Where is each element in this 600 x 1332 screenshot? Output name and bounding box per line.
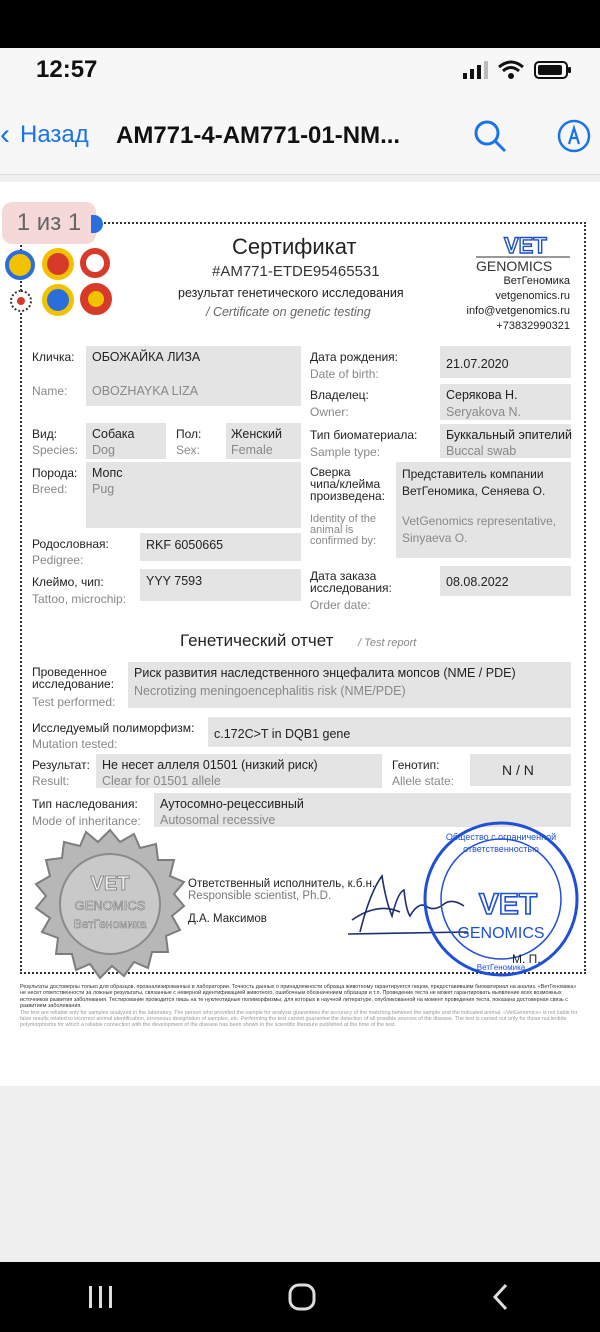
name-value-ru: ОБОЖАЙКА ЛИЗА <box>92 350 201 364</box>
svg-text:GENOMICS: GENOMICS <box>457 925 545 942</box>
species-value-en: Dog <box>92 443 115 457</box>
company-phone: +73832990321 <box>496 320 570 332</box>
circle-mark <box>17 297 25 305</box>
document-title: AM771-4-AM771-01-NM... <box>116 122 401 149</box>
order-label-line: исследования: <box>310 581 392 595</box>
circle-mark <box>5 250 35 280</box>
test-label-line: Проведенное <box>32 665 107 679</box>
svg-text:ответственностью: ответственностью <box>463 844 539 854</box>
name-label-en: Name: <box>32 384 68 398</box>
signer-name: Д.А. Максимов <box>188 913 267 925</box>
chip-check-value-line: Представитель компании <box>402 467 544 481</box>
polymorphism-label-ru: Исследуемый полиморфизм: <box>32 721 195 735</box>
company-stamp <box>420 814 582 984</box>
disclaimer-en: The test are reliable only for samples analyzed in the laboratory. The person who provided the sample for analysis guarantees the accuracy of the matching between the sample and the indicated animal. «VetGenomics» is not liable for false results related to incorrect animal identification, erroneous designation of samples, etc. Performing the test cannot guarantee the detection of all possible sources of the disease. The test is carried out only for those nucleotide polymorphisms for which a reliable connection with the development of the disease has been shown in the scientific literature published at the time of the test. <box>20 1009 578 1029</box>
chip-check-label-ru <box>310 466 385 502</box>
status-icons <box>462 60 572 80</box>
sex-label-ru: Пол: <box>176 427 202 441</box>
back-label: Назад <box>20 121 89 148</box>
species-value-ru: Собака <box>92 427 135 441</box>
chip-check-value-en <box>402 514 556 545</box>
polymorphism-label-en: Mutation tested: <box>32 737 118 751</box>
report-title-en: / Test report <box>358 637 417 649</box>
sex-label-en: Sex: <box>176 443 201 457</box>
test-value-en: Necrotizing meningoencephalitis risk (NME/PDE) <box>134 684 406 698</box>
svg-text:Общество с ограниченной: Общество с ограниченной <box>445 832 557 842</box>
pedigree-label-ru: Родословная: <box>32 537 109 551</box>
markup-pen-icon[interactable] <box>556 118 592 154</box>
test-value-ru: Риск развития наследственного энцефалита мопсов (NME / PDE) <box>134 666 516 680</box>
genotype-label-ru: Генотип: <box>392 758 440 772</box>
breed-label-ru: Порода: <box>32 466 78 480</box>
company-site: vetgenomics.ru <box>495 290 570 302</box>
status-time: 12:57 <box>36 56 98 83</box>
chip-check-label-line: animal is <box>310 524 354 536</box>
embossed-seal <box>34 828 186 980</box>
sample-value-ru: Буккальный эпителий <box>446 428 573 442</box>
certificate-subtitle-ru: результат генетического исследования <box>178 286 404 300</box>
owner-value-ru: Серякова Н. <box>446 388 518 402</box>
certificate-subtitle-en: / Certificate on genetic testing <box>206 305 371 319</box>
company-contacts <box>467 274 571 334</box>
system-navigation-bar <box>0 1262 600 1332</box>
back-icon[interactable] <box>488 1282 514 1312</box>
chevron-left-icon: ‹ <box>0 118 10 151</box>
battery-icon <box>534 60 572 80</box>
chip-check-value-line: ВетГеномика, Сеняева О. <box>402 484 546 498</box>
search-icon[interactable] <box>472 118 508 154</box>
breed-label-en: Breed: <box>32 482 68 496</box>
circle-mark <box>80 248 110 278</box>
svg-text:GENOMICS: GENOMICS <box>74 898 146 913</box>
home-icon[interactable] <box>287 1282 317 1312</box>
sex-value-ru: Женский <box>231 427 282 441</box>
name-label-ru: Кличка: <box>32 350 75 364</box>
order-label-line: Дата заказа <box>310 569 377 583</box>
result-label-ru: Результат: <box>32 758 90 772</box>
sex-value-en: Female <box>231 443 273 457</box>
circle-mark <box>42 284 74 316</box>
tattoo-value: YYY 7593 <box>146 574 203 588</box>
pedigree-label-en: Pedigree: <box>32 553 84 567</box>
result-label-en: Result: <box>32 774 70 788</box>
dob-label-ru: Дата рождения: <box>310 350 398 364</box>
chip-check-label-line: Сверка <box>310 465 351 479</box>
chip-check-value-ru <box>402 467 545 498</box>
logo-bottom-text: GENOMICS <box>476 258 553 274</box>
company-name: ВетГеномика <box>503 275 570 287</box>
logo-top-text: VET <box>504 233 547 258</box>
signer-role-ru: Ответственный исполнитель, к.б.н. <box>188 878 376 890</box>
disclaimer <box>20 984 582 1029</box>
dob-value: 21.07.2020 <box>446 357 509 371</box>
inheritance-label-ru: Тип наследования: <box>32 797 138 811</box>
back-button[interactable] <box>0 120 89 150</box>
test-label-en: Test performed: <box>32 695 116 709</box>
chip-check-label-line: чипа/клейма <box>310 477 381 491</box>
chip-check-value-line: Sinyaeva O. <box>402 531 468 545</box>
result-value-en: Clear for 01501 allele <box>102 774 221 788</box>
breed-value-ru: Мопс <box>92 466 123 480</box>
sample-label-ru: Тип биоматериала: <box>310 428 418 442</box>
certificate-title: Сертификат <box>232 234 357 259</box>
certificate-number: #AM771-ETDE95465531 <box>212 263 380 280</box>
chip-check-label-en <box>310 514 376 547</box>
stamp-place-label: М. П. <box>512 952 541 966</box>
owner-label-ru: Владелец: <box>310 388 369 402</box>
name-value-en: OBOZHAYKA LIZA <box>92 384 199 398</box>
inheritance-value-ru: Аутосомно-рецессивный <box>160 797 304 811</box>
top-black-bar <box>0 0 600 48</box>
page-indicator: 1 из 1 <box>2 202 96 244</box>
pedigree-value: RKF 6050665 <box>146 538 224 552</box>
test-label-line: исследование: <box>32 677 115 691</box>
circle-mark <box>80 283 112 315</box>
tattoo-label-en: Tattoo, microchip: <box>32 592 127 606</box>
result-value-ru: Не несет аллеля 01501 (низкий риск) <box>102 758 318 772</box>
dob-label-en: Date of birth: <box>310 367 379 381</box>
genotype-label-en: Allele state: <box>392 774 455 788</box>
report-title: Генетический отчет <box>180 631 334 650</box>
recent-apps-icon[interactable] <box>86 1284 116 1310</box>
sample-label-en: Sample type: <box>310 445 381 459</box>
company-email: info@vetgenomics.ru <box>466 305 570 317</box>
species-label-en: Species: <box>32 443 79 457</box>
svg-text:ВетГеномика: ВетГеномика <box>476 963 526 972</box>
owner-value-en: Seryakova N. <box>446 405 522 419</box>
svg-text:VET: VET <box>90 873 130 895</box>
sample-value-en: Buccal swab <box>446 444 517 458</box>
owner-label-en: Owner: <box>310 405 349 419</box>
chip-check-label-line: confirmed by: <box>310 535 377 547</box>
cellular-signal-icon <box>462 61 488 79</box>
order-label-en: Order date: <box>310 598 371 612</box>
vetgenomics-logo <box>474 233 572 275</box>
order-label-ru <box>310 570 392 594</box>
wifi-icon <box>498 60 524 80</box>
order-value: 08.08.2022 <box>446 575 509 589</box>
chip-check-label-line: Identity of the <box>310 513 377 525</box>
chip-check-label-line: произведена: <box>310 489 386 503</box>
breed-value-en: Pug <box>92 482 115 496</box>
circle-mark <box>42 248 74 280</box>
polymorphism-value: c.172C>T in DQB1 gene <box>214 727 351 741</box>
svg-text:ВетГеномика: ВетГеномика <box>73 917 147 931</box>
svg-text:VET: VET <box>478 888 538 921</box>
viewer-background <box>0 1086 600 1262</box>
genotype-value: N / N <box>502 762 534 778</box>
species-label-ru: Вид: <box>32 427 58 441</box>
inheritance-label-en: Mode of inheritance: <box>32 814 141 828</box>
test-label-ru <box>32 666 114 690</box>
signer-role-en: Responsible scientist, Ph.D. <box>188 890 332 902</box>
tattoo-label-ru: Клеймо, чип: <box>32 575 104 589</box>
chip-check-value-line: VetGenomics representative, <box>402 514 557 528</box>
inheritance-value-en: Autosomal recessive <box>160 813 276 827</box>
disclaimer-ru: Результаты достоверны только для образцов, проанализированных в лаборатории. Точность данных о принадлежности образца животному гарантируется лицом, предоставившим биоматериал на анализ. «ВетГеномика» не несет ответственности за ложные результаты, связанные с неверной идентификацией животного, ошибочным обозначением образцов и т.п. Проведение теста не может гарантировать выявление всех возможных источников развития заболевания. Тестирование проводится лишь на те нуклеотидные полиморфизмы, для которых в научной литературе, опубликованной на момент проведения теста, показана достоверная связь с развитием заболевания. <box>20 984 577 1010</box>
